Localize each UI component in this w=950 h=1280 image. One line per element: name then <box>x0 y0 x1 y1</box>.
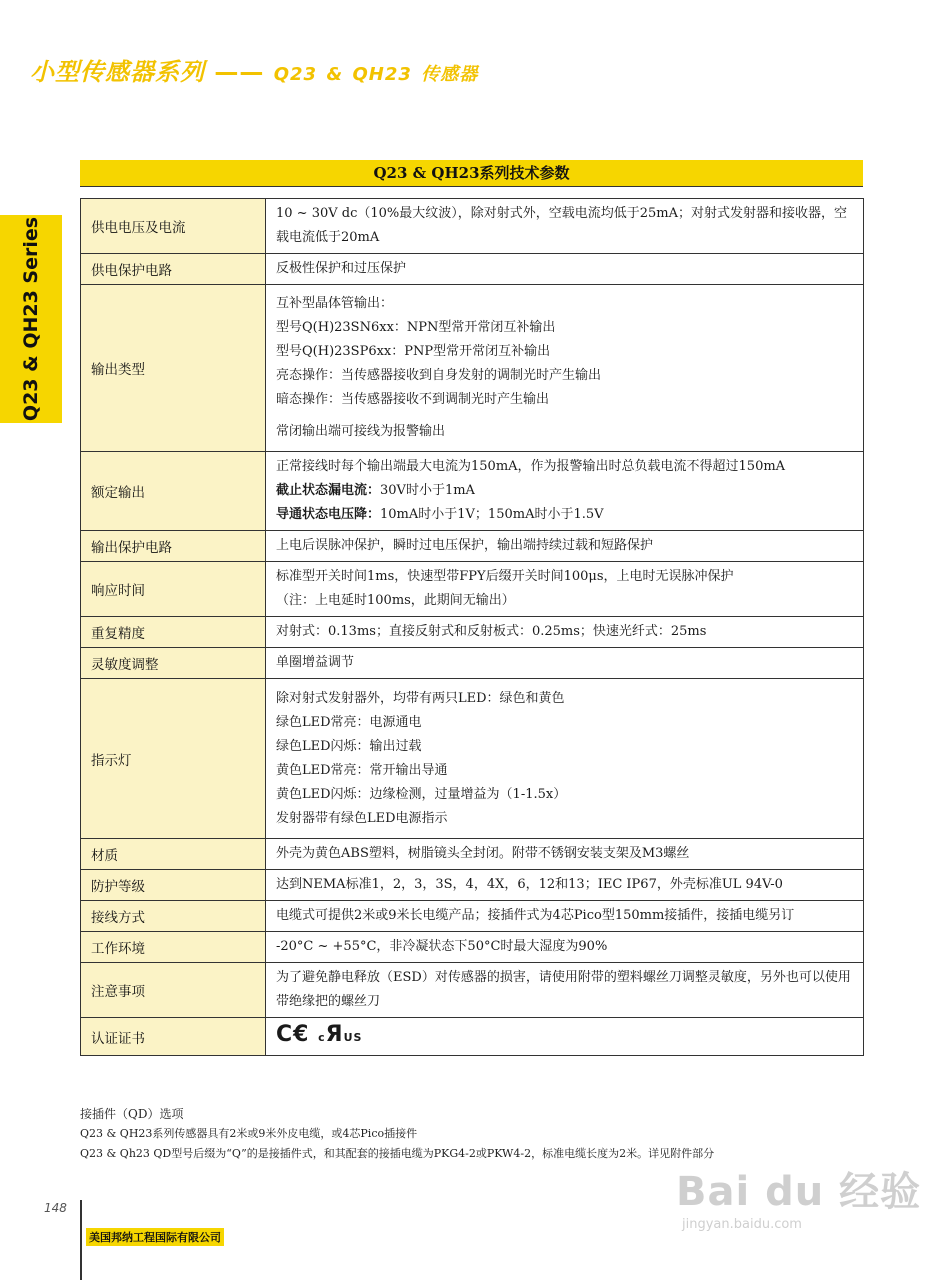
spec-line: 10 ~ 30V dc（10%最大纹波），除对射式外，空载电流均低于25mA；对射式发射器和接收器，空载电流低于20mA <box>276 206 848 245</box>
ul-mark-icon: Я <box>325 1022 344 1047</box>
spec-line: 暗态操作：当传感器接收不到调制光时产生输出 <box>276 392 550 407</box>
spec-line: 单圈增益调节 <box>276 655 355 670</box>
title-product2: QH23 <box>352 64 412 85</box>
spec-label: 响应时间 <box>81 562 266 617</box>
spec-line: 常闭输出端可接线为报警输出 <box>276 424 446 439</box>
spec-line: 黄色LED闪烁：边缘检测，过量增益为（1-1.5x） <box>276 786 567 802</box>
spec-line: 对射式：0.13ms；直接反射式和反射板式：0.25ms；快速光纤式：25ms <box>276 624 707 639</box>
spec-value <box>266 199 864 254</box>
table-row <box>81 562 864 617</box>
spec-table <box>80 198 864 1056</box>
side-tab <box>0 215 62 423</box>
title-suffix: 传感器 <box>421 64 479 85</box>
spec-label: 输出保护电路 <box>81 531 266 562</box>
spec-value <box>266 452 864 531</box>
spec-value <box>266 617 864 648</box>
table-title: Q23 & QH23系列技术参数 <box>80 160 863 187</box>
spec-line: 互补型晶体管输出： <box>276 296 394 311</box>
spec-line: 黄色LED常亮：常开输出导通 <box>276 762 448 778</box>
table-row <box>81 679 864 839</box>
spec-value <box>266 839 864 870</box>
spec-line: 上电后误脉冲保护，瞬时过电压保护，输出端持续过载和短路保护 <box>276 538 654 553</box>
spec-label: 供电电压及电流 <box>81 199 266 254</box>
company-name: 美国邦纳工程国际有限公司 <box>86 1228 224 1246</box>
spec-line: -20°C ~ +55°C，非冷凝状态下50°C时最大湿度为90% <box>276 939 608 954</box>
table-row <box>81 254 864 285</box>
title-dash: —— <box>214 58 265 86</box>
spec-line: 标准型开关时间1ms，快速型带FPY后缀开关时间100μs，上电时无误脉冲保护 <box>276 569 734 584</box>
spec-line: 绿色LED常亮：电源通电 <box>276 714 422 730</box>
spec-line: 型号Q(H)23SP6xx：PNP型常开常闭互补输出 <box>276 344 551 359</box>
table-row <box>81 285 864 452</box>
c-mark: c <box>318 1031 326 1044</box>
title-product: Q23 <box>273 64 318 85</box>
spec-line: 达到NEMA标准1，2，3，3S，4，4X，6，12和13；IEC IP67，外壳标准UL 94V-0 <box>276 877 783 892</box>
notes-line: Q23 & QH23系列传感器具有2米或9米外皮电缆，或4芯Pico插接件 <box>80 1127 418 1140</box>
spec-line-value: 10mA时小于1V；150mA时小于1.5V <box>380 507 604 522</box>
spec-line: 反极性保护和过压保护 <box>276 261 407 276</box>
spec-label: 认证证书 <box>81 1018 266 1056</box>
spec-line: 发射器带有绿色LED电源指示 <box>276 810 448 826</box>
table-row <box>81 531 864 562</box>
spec-label: 灵敏度调整 <box>81 648 266 679</box>
spec-line: 亮态操作：当传感器接收到自身发射的调制光时产生输出 <box>276 368 602 383</box>
title-amp: & <box>326 64 344 85</box>
spec-line-value: 30V时小于1mA <box>380 483 475 498</box>
notes-line: Q23 & Qh23 QD型号后缀为“Q”的是接插件式，和其配套的接插电缆为PKG4-2或PKW4-2，标准电缆长度为2米。详见附件部分 <box>80 1147 715 1160</box>
table-row <box>81 901 864 932</box>
spec-line: 为了避免静电释放（ESD）对传感器的损害，请使用附带的塑料螺丝刀调整灵敏度，另外也可以使用带绝缘把的螺丝刀 <box>276 970 851 1009</box>
spec-line <box>276 503 855 527</box>
spec-value <box>266 531 864 562</box>
spec-line: 正常接线时每个输出端最大电流为150mA，作为报警输出时总负载电流不得超过150mA <box>276 459 786 474</box>
table-row <box>81 963 864 1018</box>
table-row <box>81 648 864 679</box>
page-number: 148 <box>44 1201 67 1215</box>
spec-label: 注意事项 <box>81 963 266 1018</box>
spec-label: 额定输出 <box>81 452 266 531</box>
spec-value <box>266 285 864 452</box>
spec-line: 除对射式发射器外，均带有两只LED：绿色和黄色 <box>276 690 565 706</box>
footer-divider <box>80 1200 82 1280</box>
table-row <box>81 1018 864 1056</box>
spec-value <box>266 648 864 679</box>
certification-marks <box>276 1021 855 1052</box>
spec-label: 供电保护电路 <box>81 254 266 285</box>
table-row <box>81 870 864 901</box>
page-header-title <box>30 52 478 87</box>
ce-mark-icon: C€ <box>276 1022 310 1047</box>
spec-label: 重复精度 <box>81 617 266 648</box>
watermark-url: jingyan.baidu.com <box>682 1217 802 1232</box>
table-row <box>81 452 864 531</box>
spec-label: 接线方式 <box>81 901 266 932</box>
table-row <box>81 932 864 963</box>
spec-label: 工作环境 <box>81 932 266 963</box>
table-row <box>81 839 864 870</box>
spec-value <box>266 870 864 901</box>
us-mark: US <box>343 1031 363 1044</box>
spec-line: （注：上电延时100ms，此期间无输出） <box>276 593 515 608</box>
spec-line: 型号Q(H)23SN6xx：NPN型常开常闭互补输出 <box>276 320 556 335</box>
spec-label: 输出类型 <box>81 285 266 452</box>
spec-key: 导通状态电压降： <box>276 507 381 522</box>
notes-title: 接插件（QD）选项 <box>80 1107 184 1121</box>
spec-label: 材质 <box>81 839 266 870</box>
spec-value <box>266 562 864 617</box>
spec-label: 指示灯 <box>81 679 266 839</box>
side-tab-label: Q23 & QH23 Series <box>20 216 42 422</box>
watermark-logo: Bai du 经验 <box>676 1169 922 1215</box>
spec-label: 防护等级 <box>81 870 266 901</box>
spec-value <box>266 1018 864 1056</box>
spec-line <box>276 479 855 503</box>
table-row <box>81 199 864 254</box>
spec-value <box>266 932 864 963</box>
table-row <box>81 617 864 648</box>
spec-line: 外壳为黄色ABS塑料，树脂镜头全封闭。附带不锈钢安装支架及M3螺丝 <box>276 846 690 861</box>
spec-value <box>266 963 864 1018</box>
spec-value <box>266 254 864 285</box>
spec-value <box>266 679 864 839</box>
spec-line: 绿色LED闪烁：输出过载 <box>276 738 422 754</box>
spec-line: 电缆式可提供2米或9米长电缆产品；接插件式为4芯Pico型150mm接插件，接插电缆另订 <box>276 908 795 923</box>
watermark <box>676 1160 921 1232</box>
spec-value <box>266 901 864 932</box>
spec-key: 截止状态漏电流： <box>276 483 381 498</box>
series-title: 小型传感器系列 <box>30 58 205 86</box>
connector-notes <box>80 1104 880 1164</box>
